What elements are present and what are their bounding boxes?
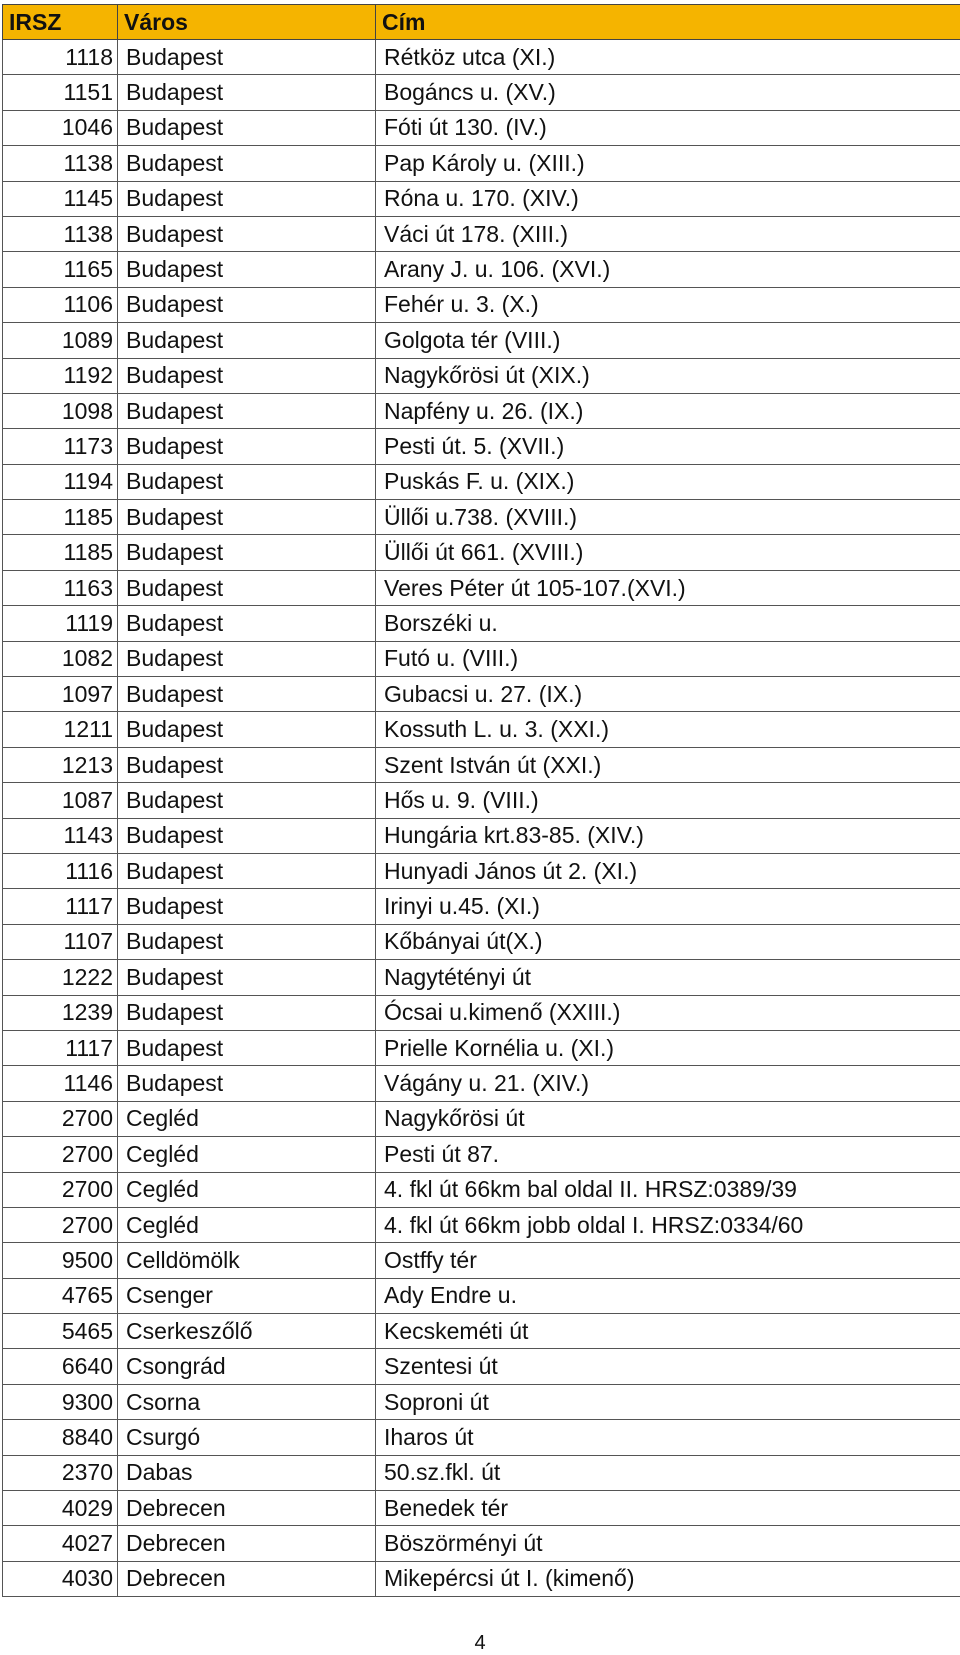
city-cell: Budapest	[118, 712, 376, 747]
address-cell: Rétköz utca (XI.)	[376, 40, 960, 75]
table-row	[3, 1526, 960, 1561]
zip-cell: 1185	[3, 500, 118, 535]
city-cell: Budapest	[118, 677, 376, 712]
zip-cell: 1146	[3, 1066, 118, 1101]
address-cell: Pesti út 87.	[376, 1137, 960, 1172]
address-cell: Soproni út	[376, 1384, 960, 1419]
address-cell: Mikepércsi út I. (kimenő)	[376, 1561, 960, 1596]
address-cell: Nagytétényi út	[376, 960, 960, 995]
zip-cell: 1082	[3, 641, 118, 676]
zip-cell: 1117	[3, 1030, 118, 1065]
zip-cell: 1138	[3, 216, 118, 251]
city-cell: Budapest	[118, 110, 376, 145]
zip-cell: 4765	[3, 1278, 118, 1313]
city-cell: Budapest	[118, 323, 376, 358]
address-cell: Ady Endre u.	[376, 1278, 960, 1313]
table-row	[3, 853, 960, 888]
table-row	[3, 1420, 960, 1455]
zip-cell: 1116	[3, 853, 118, 888]
address-cell: Üllői út 661. (XVIII.)	[376, 535, 960, 570]
table-row	[3, 924, 960, 959]
address-cell: Prielle Kornélia u. (XI.)	[376, 1030, 960, 1065]
zip-cell: 2700	[3, 1101, 118, 1136]
city-cell: Budapest	[118, 535, 376, 570]
table-row	[3, 429, 960, 464]
city-cell: Budapest	[118, 287, 376, 322]
table-row	[3, 1384, 960, 1419]
address-cell: Irinyi u.45. (XI.)	[376, 889, 960, 924]
city-cell: Budapest	[118, 853, 376, 888]
header-address: Cím	[376, 5, 960, 40]
table-row	[3, 1243, 960, 1278]
table-row	[3, 1561, 960, 1596]
zip-cell: 2700	[3, 1172, 118, 1207]
table-row	[3, 1349, 960, 1384]
city-cell: Debrecen	[118, 1491, 376, 1526]
address-cell: Nagykőrösi út (XIX.)	[376, 358, 960, 393]
city-cell: Budapest	[118, 641, 376, 676]
table-row	[3, 393, 960, 428]
zip-cell: 1185	[3, 535, 118, 570]
table-row	[3, 1314, 960, 1349]
city-cell: Cegléd	[118, 1101, 376, 1136]
table-row	[3, 995, 960, 1030]
city-cell: Cserkeszőlő	[118, 1314, 376, 1349]
zip-cell: 2700	[3, 1137, 118, 1172]
address-cell: Veres Péter út 105-107.(XVI.)	[376, 570, 960, 605]
zip-cell: 4030	[3, 1561, 118, 1596]
address-cell: Puskás F. u. (XIX.)	[376, 464, 960, 499]
zip-cell: 1143	[3, 818, 118, 853]
address-cell: Kőbányai út(X.)	[376, 924, 960, 959]
zip-cell: 1106	[3, 287, 118, 322]
table-row	[3, 712, 960, 747]
city-cell: Budapest	[118, 146, 376, 181]
table-row	[3, 818, 960, 853]
table-row	[3, 1172, 960, 1207]
address-cell: Benedek tér	[376, 1491, 960, 1526]
zip-cell: 5465	[3, 1314, 118, 1349]
city-cell: Csenger	[118, 1278, 376, 1313]
city-cell: Budapest	[118, 75, 376, 110]
zip-cell: 1119	[3, 606, 118, 641]
city-cell: Dabas	[118, 1455, 376, 1490]
city-cell: Budapest	[118, 747, 376, 782]
city-cell: Budapest	[118, 570, 376, 605]
address-cell: Nagykőrösi út	[376, 1101, 960, 1136]
table-row	[3, 747, 960, 782]
zip-cell: 1211	[3, 712, 118, 747]
address-cell: 4. fkl út 66km jobb oldal I. HRSZ:0334/60	[376, 1207, 960, 1242]
city-cell: Budapest	[118, 393, 376, 428]
zip-cell: 1117	[3, 889, 118, 924]
address-cell: Fóti út 130. (IV.)	[376, 110, 960, 145]
zip-cell: 1097	[3, 677, 118, 712]
zip-cell: 1173	[3, 429, 118, 464]
city-cell: Budapest	[118, 960, 376, 995]
table-row	[3, 960, 960, 995]
zip-cell: 4027	[3, 1526, 118, 1561]
zip-cell: 1239	[3, 995, 118, 1030]
zip-cell: 1194	[3, 464, 118, 499]
address-cell: Hős u. 9. (VIII.)	[376, 783, 960, 818]
table-row	[3, 181, 960, 216]
city-cell: Budapest	[118, 358, 376, 393]
zip-cell: 1046	[3, 110, 118, 145]
address-table	[2, 4, 960, 1597]
city-cell: Debrecen	[118, 1561, 376, 1596]
address-cell: Ócsai u.kimenő (XXIII.)	[376, 995, 960, 1030]
table-row	[3, 677, 960, 712]
address-cell: Szent István út (XXI.)	[376, 747, 960, 782]
address-cell: Böszörményi út	[376, 1526, 960, 1561]
address-cell: Bogáncs u. (XV.)	[376, 75, 960, 110]
table-row	[3, 500, 960, 535]
table-row	[3, 216, 960, 251]
address-cell: Váci út 178. (XIII.)	[376, 216, 960, 251]
city-cell: Budapest	[118, 1030, 376, 1065]
zip-cell: 1138	[3, 146, 118, 181]
address-cell: Arany J. u. 106. (XVI.)	[376, 252, 960, 287]
table-row	[3, 1491, 960, 1526]
zip-cell: 1213	[3, 747, 118, 782]
address-cell: Futó u. (VIII.)	[376, 641, 960, 676]
table-row	[3, 110, 960, 145]
zip-cell: 1163	[3, 570, 118, 605]
table-row	[3, 570, 960, 605]
table-body	[3, 40, 960, 1597]
table-row	[3, 1101, 960, 1136]
zip-cell: 1098	[3, 393, 118, 428]
address-cell: Pap Károly u. (XIII.)	[376, 146, 960, 181]
address-cell: Vágány u. 21. (XIV.)	[376, 1066, 960, 1101]
address-cell: Hungária krt.83-85. (XIV.)	[376, 818, 960, 853]
city-cell: Cegléd	[118, 1207, 376, 1242]
zip-cell: 2370	[3, 1455, 118, 1490]
zip-cell: 1222	[3, 960, 118, 995]
zip-cell: 1151	[3, 75, 118, 110]
address-cell: Hunyadi János út 2. (XI.)	[376, 853, 960, 888]
city-cell: Budapest	[118, 1066, 376, 1101]
city-cell: Csorna	[118, 1384, 376, 1419]
header-row	[3, 5, 960, 40]
city-cell: Budapest	[118, 818, 376, 853]
table-row	[3, 1207, 960, 1242]
zip-cell: 6640	[3, 1349, 118, 1384]
city-cell: Budapest	[118, 429, 376, 464]
table-row	[3, 641, 960, 676]
zip-cell: 9300	[3, 1384, 118, 1419]
address-cell: Ostffy tér	[376, 1243, 960, 1278]
address-cell: Pesti út. 5. (XVII.)	[376, 429, 960, 464]
table-row	[3, 287, 960, 322]
city-cell: Cegléd	[118, 1172, 376, 1207]
city-cell: Cegléd	[118, 1137, 376, 1172]
city-cell: Budapest	[118, 606, 376, 641]
address-cell: 4. fkl út 66km bal oldal II. HRSZ:0389/39	[376, 1172, 960, 1207]
city-cell: Budapest	[118, 216, 376, 251]
zip-cell: 1089	[3, 323, 118, 358]
table-row	[3, 323, 960, 358]
city-cell: Budapest	[118, 783, 376, 818]
table-row	[3, 1030, 960, 1065]
table-row	[3, 464, 960, 499]
address-cell: Róna u. 170. (XIV.)	[376, 181, 960, 216]
address-cell: Szentesi út	[376, 1349, 960, 1384]
zip-cell: 8840	[3, 1420, 118, 1455]
zip-cell: 9500	[3, 1243, 118, 1278]
table-row	[3, 1066, 960, 1101]
address-cell: Golgota tér (VIII.)	[376, 323, 960, 358]
city-cell: Budapest	[118, 40, 376, 75]
page-number: 4	[0, 1632, 960, 1655]
address-cell: Napfény u. 26. (IX.)	[376, 393, 960, 428]
city-cell: Debrecen	[118, 1526, 376, 1561]
city-cell: Csurgó	[118, 1420, 376, 1455]
zip-cell: 1145	[3, 181, 118, 216]
address-cell: Gubacsi u. 27. (IX.)	[376, 677, 960, 712]
city-cell: Budapest	[118, 464, 376, 499]
city-cell: Budapest	[118, 995, 376, 1030]
address-cell: 50.sz.fkl. út	[376, 1455, 960, 1490]
zip-cell: 1165	[3, 252, 118, 287]
city-cell: Budapest	[118, 924, 376, 959]
address-cell: Fehér u. 3. (X.)	[376, 287, 960, 322]
table-row	[3, 889, 960, 924]
table-row	[3, 252, 960, 287]
table-row	[3, 75, 960, 110]
table-row	[3, 606, 960, 641]
table-row	[3, 1137, 960, 1172]
city-cell: Celldömölk	[118, 1243, 376, 1278]
address-cell: Kossuth L. u. 3. (XXI.)	[376, 712, 960, 747]
zip-cell: 4029	[3, 1491, 118, 1526]
table-row	[3, 535, 960, 570]
table-row	[3, 358, 960, 393]
city-cell: Csongrád	[118, 1349, 376, 1384]
zip-cell: 1107	[3, 924, 118, 959]
city-cell: Budapest	[118, 889, 376, 924]
table-row	[3, 1455, 960, 1490]
header-zip: IRSZ	[3, 5, 118, 40]
table-row	[3, 40, 960, 75]
address-cell: Kecskeméti út	[376, 1314, 960, 1349]
address-table-container	[2, 4, 960, 1597]
address-cell: Iharos út	[376, 1420, 960, 1455]
city-cell: Budapest	[118, 500, 376, 535]
zip-cell: 1118	[3, 40, 118, 75]
address-cell: Borszéki u.	[376, 606, 960, 641]
header-city: Város	[118, 5, 376, 40]
table-row	[3, 146, 960, 181]
table-row	[3, 1278, 960, 1313]
address-cell: Üllői u.738. (XVIII.)	[376, 500, 960, 535]
table-row	[3, 783, 960, 818]
city-cell: Budapest	[118, 181, 376, 216]
zip-cell: 1192	[3, 358, 118, 393]
zip-cell: 1087	[3, 783, 118, 818]
city-cell: Budapest	[118, 252, 376, 287]
zip-cell: 2700	[3, 1207, 118, 1242]
